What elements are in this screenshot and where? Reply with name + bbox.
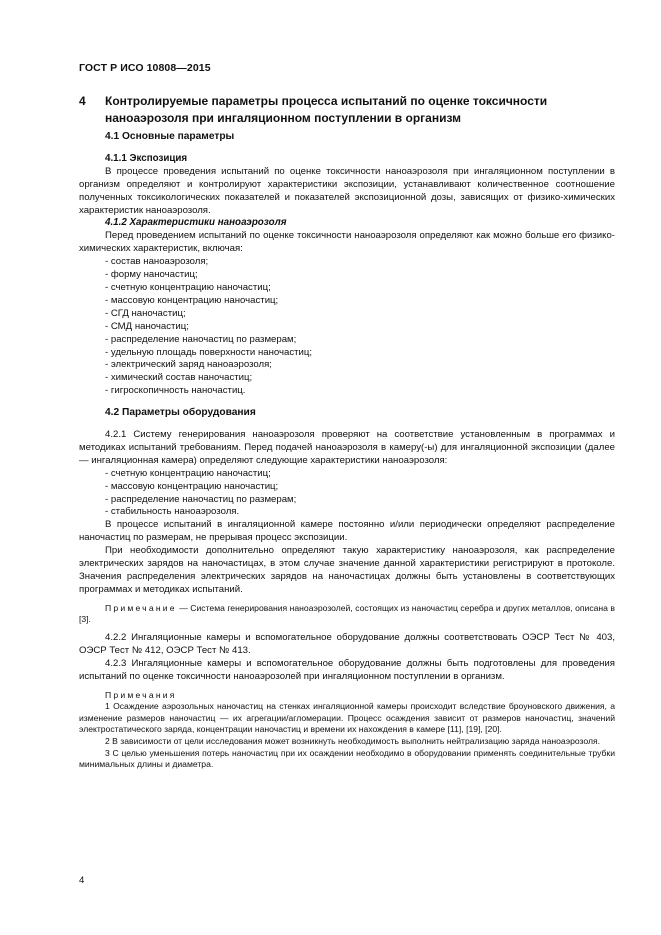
subsection-4-2-heading: 4.2 Параметры оборудования (105, 407, 256, 419)
page-number: 4 (79, 875, 85, 886)
list-item: - стабильность наноаэрозоля. (105, 506, 240, 518)
note-text: — Система генерирования наноаэрозолей, состоящих из наночастиц серебра и других металлов, описана в [3]. (79, 602, 615, 625)
paragraph-4-2-2: 4.2.2 Ингаляционные камеры и вспомогательное оборудование должны соответствовать ОЭСР Тест № 403, ОЭСР Тест № 412, ОЭСР Тест № 413. (79, 632, 615, 656)
paragraph-exposure: В процессе проведения испытаний по оценке токсичности наноаэрозоля при ингаляционном поступлении в организм определяют и контролируют характеристики экспозиции, устанавливают количественное соотношение полученных токсикологических показателей и показателей экспозиционной дозы, зависящих от физико-химических характеристик наноаэрозоля. (79, 165, 615, 216)
subsection-4-1-1-heading: 4.1.1 Экспозиция (105, 152, 188, 164)
note (79, 603, 615, 626)
list-item: - электрический заряд наноаэрозоля; (105, 359, 272, 371)
list-item: - массовую концентрацию наночастиц; (105, 480, 279, 492)
list-item: - гигроскопичность наночастиц. (105, 385, 246, 397)
list-item: - форму наночастиц; (105, 269, 198, 281)
paragraph-4-2-3: 4.2.3 Ингаляционные камеры и вспомогательное оборудование должны быть подготовлены для проведения испытаний по оценке токсичности наноаэрозолей при ингаляционном поступлении в организм. (79, 657, 615, 682)
list-item: - массовую концентрацию наночастиц; (105, 294, 279, 306)
note-item: 1 Осаждение аэрозольных наночастиц на стенках ингаляционной камеры происходит вследствие броуновского движения, а изменение размеров наночастиц — их агрегации/агломерации. Процесс осаждения зависит от размеров наночастиц, значений электростатического заряда, концентрации наночастиц и времени их нахождения в камере [11], [19], [20]. (79, 701, 615, 735)
notes-label: Примечания (105, 689, 177, 700)
list-item: - счетную концентрацию наночастиц; (105, 281, 271, 293)
paragraph-characteristics: Перед проведением испытаний по оценке токсичности наноаэрозоля определяют как можно больше его физико-химических характеристик, включая: (79, 230, 615, 255)
list-item: - распределение наночастиц по размерам; (105, 493, 297, 505)
section-title-line1: Контролируемые параметры процесса испытаний по оценке токсичности (105, 94, 548, 108)
paragraph-size-distribution: В процессе испытаний в ингаляционной камере постоянно и/или периодически определяют распределение наночастиц по размерам, не прерывая процесс экспозиции. (79, 519, 615, 544)
section-title-line2: наноаэрозоля при ингаляционном поступлении в организм (105, 111, 462, 125)
document-body (79, 131, 615, 771)
list-item: - химический состав наночастиц; (105, 372, 253, 384)
list-item: - СГД наночастиц; (105, 307, 186, 319)
list-item: - СМД наночастиц; (105, 320, 189, 332)
list-item: - состав наноаэрозоля; (105, 256, 209, 268)
section-title (79, 93, 615, 127)
note-label: Примечание (105, 602, 177, 613)
list-item: - удельную площадь поверхности наночастиц; (105, 346, 313, 358)
document-header: ГОСТ Р ИСО 10808—2015 (79, 62, 211, 74)
paragraph-charge-distribution: При необходимости дополнительно определяют такую характеристику наноаэрозоля, как распределение электрических зарядов на наночастицах, в этом случае значение данной характеристики регистрируют в протоколе. Значения распределения электрических зарядов на наночастицах должны быть установлены в соответствующих программах и методиках испытаний. (79, 545, 615, 595)
note-item: 3 С целью уменьшения потерь наночастиц при их осаждении необходимо в оборудовании применять соединительные трубки минимальных длины и диаметра. (79, 747, 615, 770)
subsection-4-1-2-heading: 4.1.2 Характеристики наноаэрозоля (105, 217, 287, 229)
section-number: 4 (79, 94, 86, 108)
paragraph-4-2-1: 4.2.1 Систему генерирования наноаэрозоля проверяют на соответствие установленным в программах и методиках испытаний требованиям. Перед подачей наноаэрозоля в камеру(-ы) для ингаляционной экспозиции (далее — ингаляционная камера) определяют следующие характеристики наноаэрозоля: (79, 429, 615, 466)
subsection-4-1-heading: 4.1 Основные параметры (105, 131, 235, 142)
list-item: - распределение наночастиц по размерам; (105, 333, 297, 345)
list-item: - счетную концентрацию наночастиц; (105, 467, 271, 479)
note-item: 2 В зависимости от цели исследования может возникнуть необходимость выполнить нейтрализацию заряда наноаэрозоля. (105, 736, 601, 746)
